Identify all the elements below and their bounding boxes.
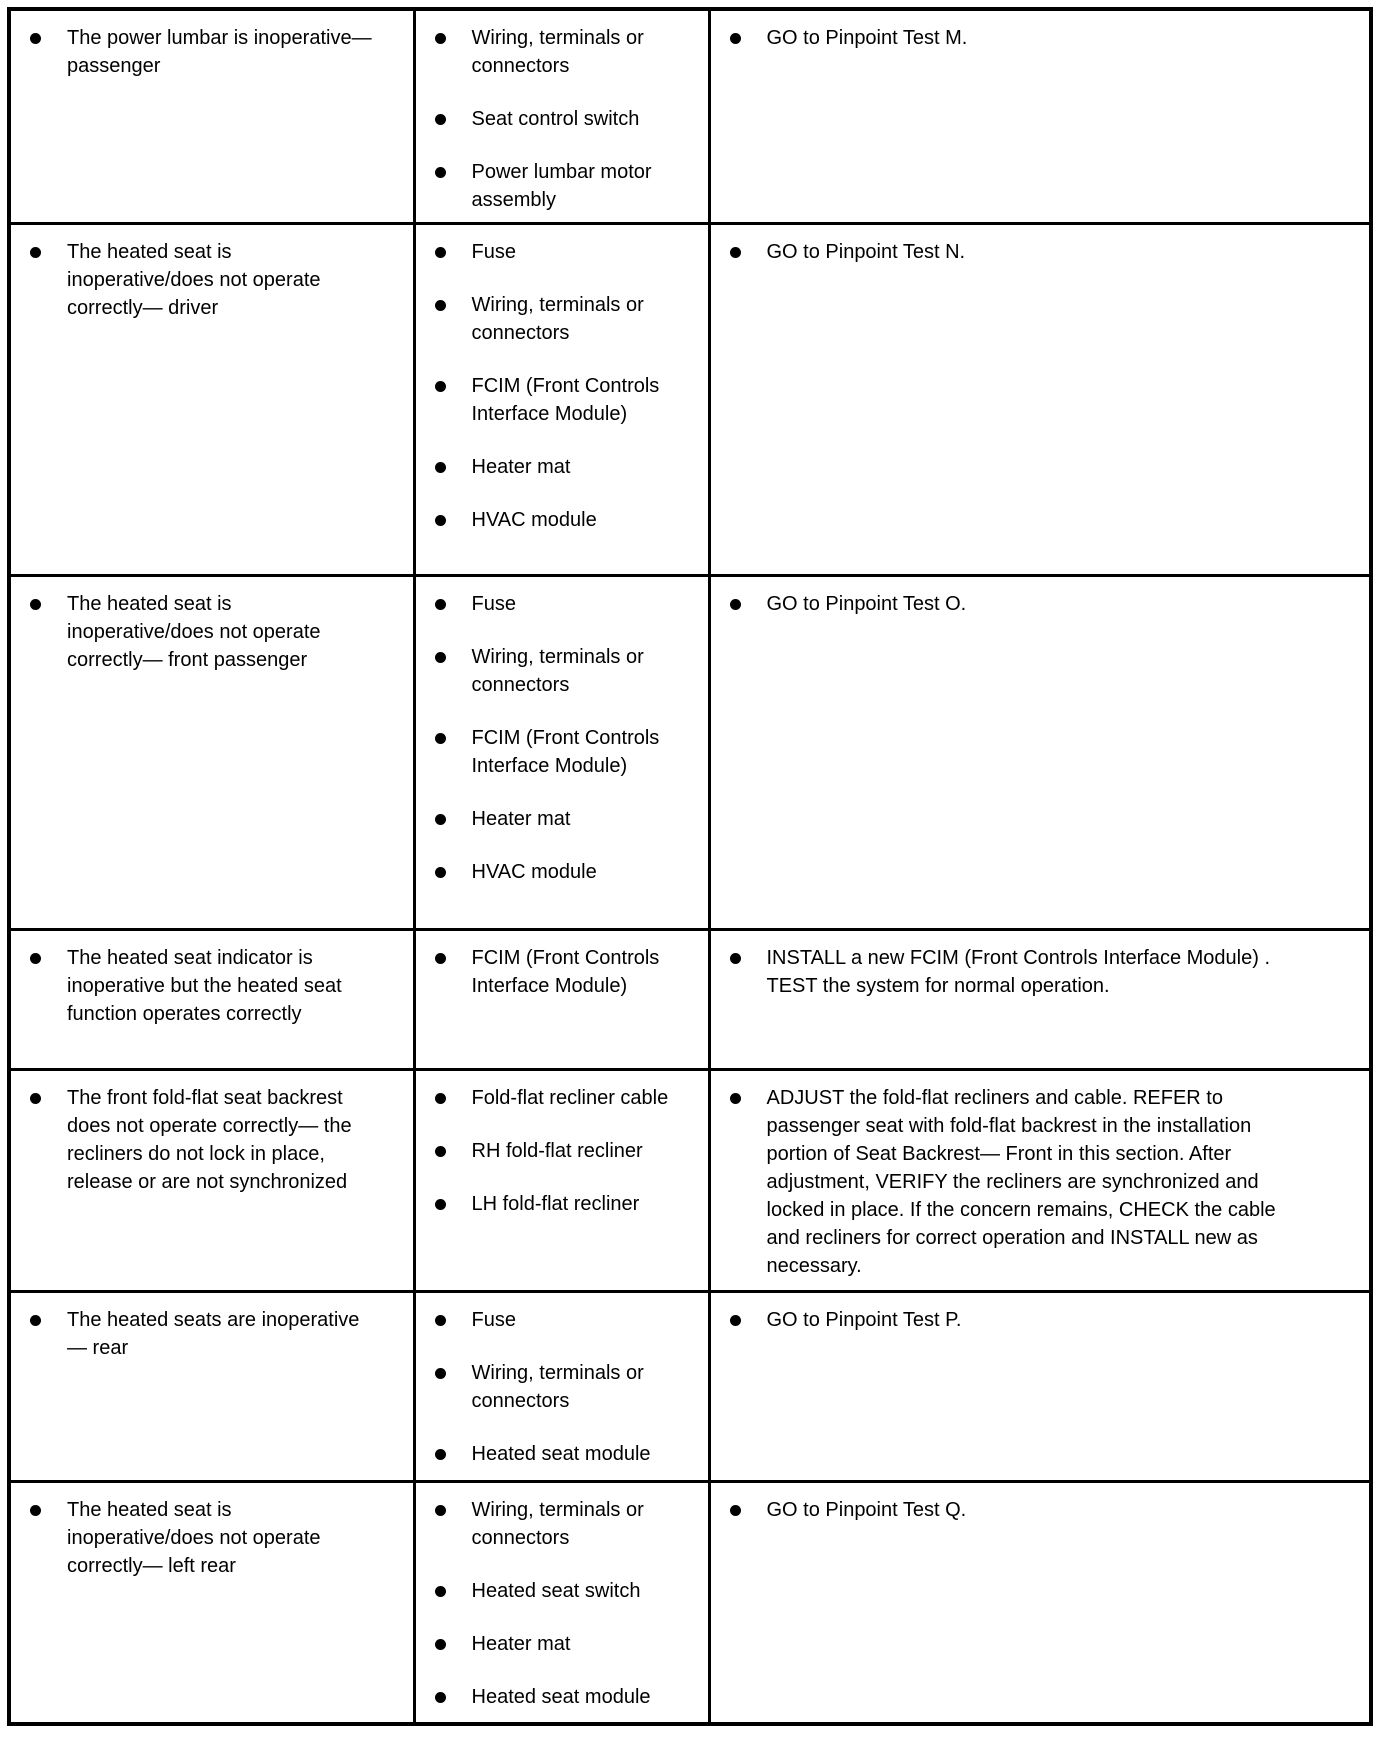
bullet-icon xyxy=(730,247,741,258)
list-item-text: Power lumbar motor assembly xyxy=(471,161,652,211)
actions-list xyxy=(721,1496,1362,1524)
symptom-chart-body xyxy=(9,9,1371,1724)
bullet-icon xyxy=(435,462,446,473)
list-item-text: Heater mat xyxy=(471,456,571,478)
possible-sources-cell xyxy=(414,1292,709,1482)
list-item-text: FCIM (Front Controls Interface Module) xyxy=(471,727,660,777)
list-item-text: Wiring, terminals or connectors xyxy=(471,27,644,77)
list-item xyxy=(426,1577,700,1605)
actions-list xyxy=(721,24,1362,52)
bullet-icon xyxy=(30,33,41,44)
sources-list xyxy=(426,1084,700,1218)
table-row xyxy=(9,1070,1371,1292)
list-item xyxy=(426,805,700,833)
table-row xyxy=(9,1482,1371,1724)
bullet-icon xyxy=(435,1368,446,1379)
list-item xyxy=(721,238,1362,266)
list-item xyxy=(721,1496,1362,1524)
action-cell xyxy=(709,9,1371,224)
symptom-cell xyxy=(9,930,414,1070)
list-item xyxy=(426,858,700,886)
table-row xyxy=(9,224,1371,576)
bullet-icon xyxy=(435,515,446,526)
symptom-list xyxy=(21,944,405,1028)
symptom-cell xyxy=(9,1292,414,1482)
sources-list xyxy=(426,24,700,214)
list-item-text: ADJUST the fold-flat recliners and cable. REFER to passenger seat with fold-flat backrest in the installation portion of Seat Backrest— Front in this section. After adjustment, VERIFY the recliners are synchronized and locked in place. If the concern remains, CHECK the cable and recliners for correct operation and INSTALL new as necessary. xyxy=(766,1087,1276,1277)
possible-sources-cell xyxy=(414,1070,709,1292)
symptom-cell xyxy=(9,1070,414,1292)
list-item-text: The heated seat is inoperative/does not operate correctly— front passenger xyxy=(67,593,321,671)
bullet-icon xyxy=(30,953,41,964)
list-item xyxy=(21,238,405,322)
list-item-text: Heater mat xyxy=(471,808,571,830)
list-item-text: GO to Pinpoint Test N. xyxy=(766,241,966,263)
list-item-text: Wiring, terminals or connectors xyxy=(471,294,644,344)
list-item-text: Fuse xyxy=(471,1309,516,1331)
list-item-text: The power lumbar is inoperative— passenger xyxy=(67,27,372,77)
list-item-text: The heated seat is inoperative/does not operate correctly— left rear xyxy=(67,1499,321,1577)
sources-list xyxy=(426,238,700,534)
symptom-list xyxy=(21,1306,405,1362)
list-item-text: The heated seat is inoperative/does not operate correctly— driver xyxy=(67,241,321,319)
possible-sources-cell xyxy=(414,1482,709,1724)
possible-sources-cell xyxy=(414,224,709,576)
symptom-list xyxy=(21,590,405,674)
bullet-icon xyxy=(30,1315,41,1326)
list-item xyxy=(426,372,700,428)
bullet-icon xyxy=(435,1093,446,1104)
list-item-text: The heated seat indicator is inoperative but the heated seat function operates correctly xyxy=(67,947,342,1025)
list-item xyxy=(426,724,700,780)
list-item xyxy=(721,24,1362,52)
list-item-text: GO to Pinpoint Test O. xyxy=(766,593,967,615)
list-item xyxy=(426,506,700,534)
list-item xyxy=(426,453,700,481)
bullet-icon xyxy=(730,1505,741,1516)
symptom-cell xyxy=(9,9,414,224)
bullet-icon xyxy=(730,599,741,610)
list-item-text: Fuse xyxy=(471,593,516,615)
list-item-text: HVAC module xyxy=(471,509,597,531)
list-item-text: FCIM (Front Controls Interface Module) xyxy=(471,375,660,425)
bullet-icon xyxy=(435,300,446,311)
list-item xyxy=(426,238,700,266)
list-item xyxy=(426,1306,700,1334)
actions-list xyxy=(721,1084,1362,1280)
symptom-cell xyxy=(9,576,414,930)
bullet-icon xyxy=(435,814,446,825)
list-item-text: GO to Pinpoint Test P. xyxy=(766,1309,962,1331)
list-item-text: INSTALL a new FCIM (Front Controls Interface Module) . TEST the system for normal operation. xyxy=(766,947,1271,997)
action-cell xyxy=(709,576,1371,930)
list-item-text: RH fold-flat recliner xyxy=(471,1140,643,1162)
table-row xyxy=(9,9,1371,224)
sources-list xyxy=(426,1496,700,1711)
list-item-text: LH fold-flat recliner xyxy=(471,1193,640,1215)
action-cell xyxy=(709,930,1371,1070)
list-item-text: GO to Pinpoint Test Q. xyxy=(766,1499,967,1521)
symptom-list xyxy=(21,238,405,322)
list-item-text: Heated seat switch xyxy=(471,1580,641,1602)
bullet-icon xyxy=(435,114,446,125)
list-item-text: HVAC module xyxy=(471,861,597,883)
bullet-icon xyxy=(435,1639,446,1650)
list-item-text: Heated seat module xyxy=(471,1686,651,1708)
bullet-icon xyxy=(435,1586,446,1597)
list-item xyxy=(21,1084,405,1196)
list-item xyxy=(21,24,405,80)
bullet-icon xyxy=(435,381,446,392)
table-row xyxy=(9,576,1371,930)
sources-list xyxy=(426,944,700,1000)
bullet-icon xyxy=(435,1315,446,1326)
table-row xyxy=(9,1292,1371,1482)
symptom-list xyxy=(21,1496,405,1580)
actions-list xyxy=(721,1306,1362,1334)
list-item-text: Wiring, terminals or connectors xyxy=(471,646,644,696)
list-item-text: The heated seats are inoperative— rear xyxy=(67,1309,360,1359)
list-item-text: Wiring, terminals or connectors xyxy=(471,1362,644,1412)
actions-list xyxy=(721,590,1362,618)
bullet-icon xyxy=(30,247,41,258)
bullet-icon xyxy=(435,33,446,44)
action-cell xyxy=(709,224,1371,576)
list-item xyxy=(426,105,700,133)
list-item-text: The front fold-flat seat backrest does not operate correctly— the recliners do not lock in place, release or are not synchronized xyxy=(67,1087,352,1193)
list-item-text: Heater mat xyxy=(471,1633,571,1655)
list-item xyxy=(426,291,700,347)
list-item xyxy=(721,1306,1362,1334)
list-item xyxy=(21,1306,405,1362)
possible-sources-cell xyxy=(414,576,709,930)
action-cell xyxy=(709,1292,1371,1482)
list-item xyxy=(721,590,1362,618)
list-item xyxy=(426,1190,700,1218)
symptom-list xyxy=(21,1084,405,1196)
actions-list xyxy=(721,944,1362,1000)
list-item xyxy=(21,590,405,674)
bullet-icon xyxy=(435,167,446,178)
bullet-icon xyxy=(435,733,446,744)
list-item xyxy=(426,1359,700,1415)
bullet-icon xyxy=(435,1692,446,1703)
bullet-icon xyxy=(435,652,446,663)
bullet-icon xyxy=(30,599,41,610)
list-item xyxy=(426,1137,700,1165)
list-item xyxy=(426,1683,700,1711)
bullet-icon xyxy=(730,1315,741,1326)
list-item xyxy=(426,1496,700,1552)
action-cell xyxy=(709,1482,1371,1724)
bullet-icon xyxy=(30,1093,41,1104)
symptom-list xyxy=(21,24,405,80)
list-item xyxy=(21,1496,405,1580)
possible-sources-cell xyxy=(414,9,709,224)
list-item xyxy=(426,1084,700,1112)
symptom-chart-table xyxy=(7,7,1373,1726)
sources-list xyxy=(426,590,700,886)
list-item xyxy=(426,643,700,699)
bullet-icon xyxy=(730,33,741,44)
list-item xyxy=(426,590,700,618)
bullet-icon xyxy=(435,599,446,610)
list-item-text: Seat control switch xyxy=(471,108,640,130)
bullet-icon xyxy=(435,1449,446,1460)
list-item-text: Wiring, terminals or connectors xyxy=(471,1499,644,1549)
symptom-cell xyxy=(9,1482,414,1724)
possible-sources-cell xyxy=(414,930,709,1070)
list-item-text: GO to Pinpoint Test M. xyxy=(766,27,968,49)
bullet-icon xyxy=(30,1505,41,1516)
symptom-cell xyxy=(9,224,414,576)
bullet-icon xyxy=(435,867,446,878)
table-row xyxy=(9,930,1371,1070)
action-cell xyxy=(709,1070,1371,1292)
bullet-icon xyxy=(730,1093,741,1104)
bullet-icon xyxy=(435,953,446,964)
actions-list xyxy=(721,238,1362,266)
list-item-text: FCIM (Front Controls Interface Module) xyxy=(471,947,660,997)
list-item xyxy=(426,24,700,80)
list-item xyxy=(721,944,1362,1000)
list-item xyxy=(426,944,700,1000)
bullet-icon xyxy=(435,1199,446,1210)
bullet-icon xyxy=(435,247,446,258)
list-item xyxy=(21,944,405,1028)
list-item xyxy=(426,1630,700,1658)
list-item-text: Fuse xyxy=(471,241,516,263)
list-item xyxy=(426,158,700,214)
sources-list xyxy=(426,1306,700,1468)
bullet-icon xyxy=(435,1146,446,1157)
list-item xyxy=(721,1084,1362,1280)
list-item-text: Heated seat module xyxy=(471,1443,651,1465)
bullet-icon xyxy=(435,1505,446,1516)
bullet-icon xyxy=(730,953,741,964)
list-item-text: Fold-flat recliner cable xyxy=(471,1087,669,1109)
list-item xyxy=(426,1440,700,1468)
